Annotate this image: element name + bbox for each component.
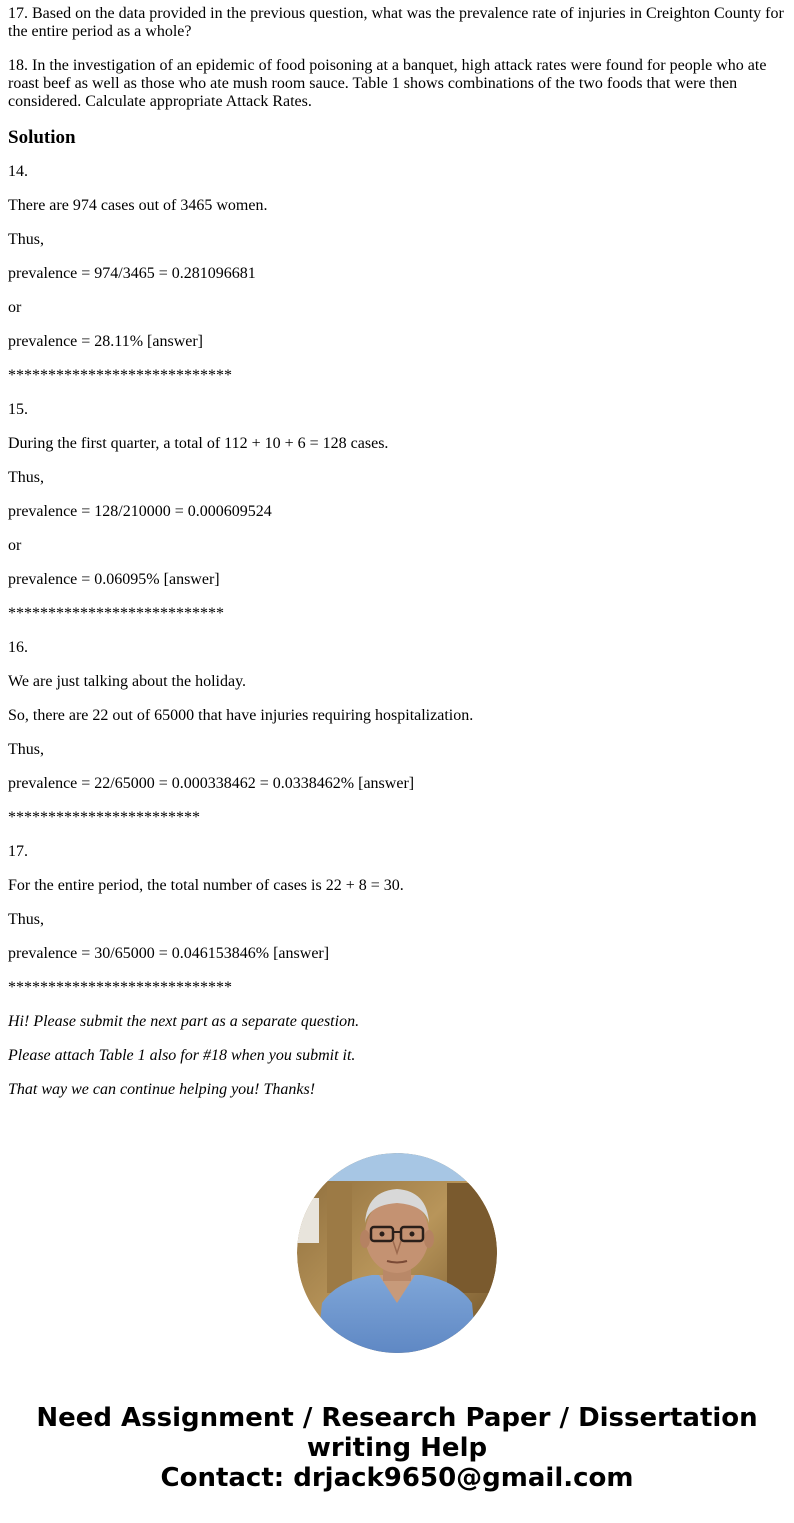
solution-line: 17. bbox=[8, 843, 28, 860]
solution-line: prevalence = 22/65000 = 0.000338462 = 0.0338462% [answer] bbox=[8, 775, 415, 792]
document-body bbox=[8, 5, 788, 1115]
footer-line-1: Need Assignment / Research Paper / Dissertation bbox=[36, 1403, 758, 1433]
avatar-image bbox=[297, 1153, 497, 1353]
solution-line: prevalence = 30/65000 = 0.046153846% [answer] bbox=[8, 945, 330, 962]
solution-line: For the entire period, the total number of cases is 22 + 8 = 30. bbox=[8, 877, 404, 894]
solution-line: Thus, bbox=[8, 231, 44, 248]
question-17: 17. Based on the data provided in the previous question, what was the prevalence rate of injuries in Creighton County for the entire period as a whole? bbox=[8, 5, 784, 40]
solution-line: We are just talking about the holiday. bbox=[8, 673, 247, 690]
solution-line: 15. bbox=[8, 401, 28, 418]
solution-line: or bbox=[8, 537, 22, 554]
solution-line: 14. bbox=[8, 163, 28, 180]
separator: **************************** bbox=[8, 367, 232, 384]
solution-heading: Solution bbox=[8, 127, 76, 148]
solution-lines bbox=[8, 163, 788, 1013]
closing-note: Please attach Table 1 also for #18 when you submit it. bbox=[8, 1047, 356, 1064]
solution-line: prevalence = 974/3465 = 0.281096681 bbox=[8, 265, 256, 282]
question-18: 18. In the investigation of an epidemic of food poisoning at a banquet, high attack rates were found for people who ate roast beef as well as those who ate mush room sauce. Table 1 shows combinations of the two foods that were then considered. Calculate appropriate Attack Rates. bbox=[8, 57, 767, 110]
footer-contact: Contact: drjack9650@gmail.com bbox=[160, 1463, 634, 1493]
closing-note: Hi! Please submit the next part as a separate question. bbox=[8, 1013, 360, 1030]
solution-line: prevalence = 128/210000 = 0.000609524 bbox=[8, 503, 272, 520]
closing-note: That way we can continue helping you! Thanks! bbox=[8, 1081, 316, 1098]
solution-line: prevalence = 28.11% [answer] bbox=[8, 333, 204, 350]
solution-line: Thus, bbox=[8, 911, 44, 928]
footer-line-2: writing Help bbox=[306, 1433, 488, 1463]
closing-notes bbox=[8, 1013, 788, 1115]
footer-banner bbox=[0, 1403, 794, 1493]
solution-line: Thus, bbox=[8, 741, 44, 758]
solution-line: prevalence = 0.06095% [answer] bbox=[8, 571, 220, 588]
author-avatar bbox=[297, 1153, 497, 1353]
solution-line: Thus, bbox=[8, 469, 44, 486]
solution-line: 16. bbox=[8, 639, 28, 656]
solution-line: During the first quarter, a total of 112 + 10 + 6 = 128 cases. bbox=[8, 435, 389, 452]
solution-line: There are 974 cases out of 3465 women. bbox=[8, 197, 268, 214]
solution-line: So, there are 22 out of 65000 that have injuries requiring hospitalization. bbox=[8, 707, 474, 724]
separator: ************************ bbox=[8, 809, 200, 826]
separator: **************************** bbox=[8, 979, 232, 996]
solution-line: or bbox=[8, 299, 22, 316]
separator: *************************** bbox=[8, 605, 224, 622]
